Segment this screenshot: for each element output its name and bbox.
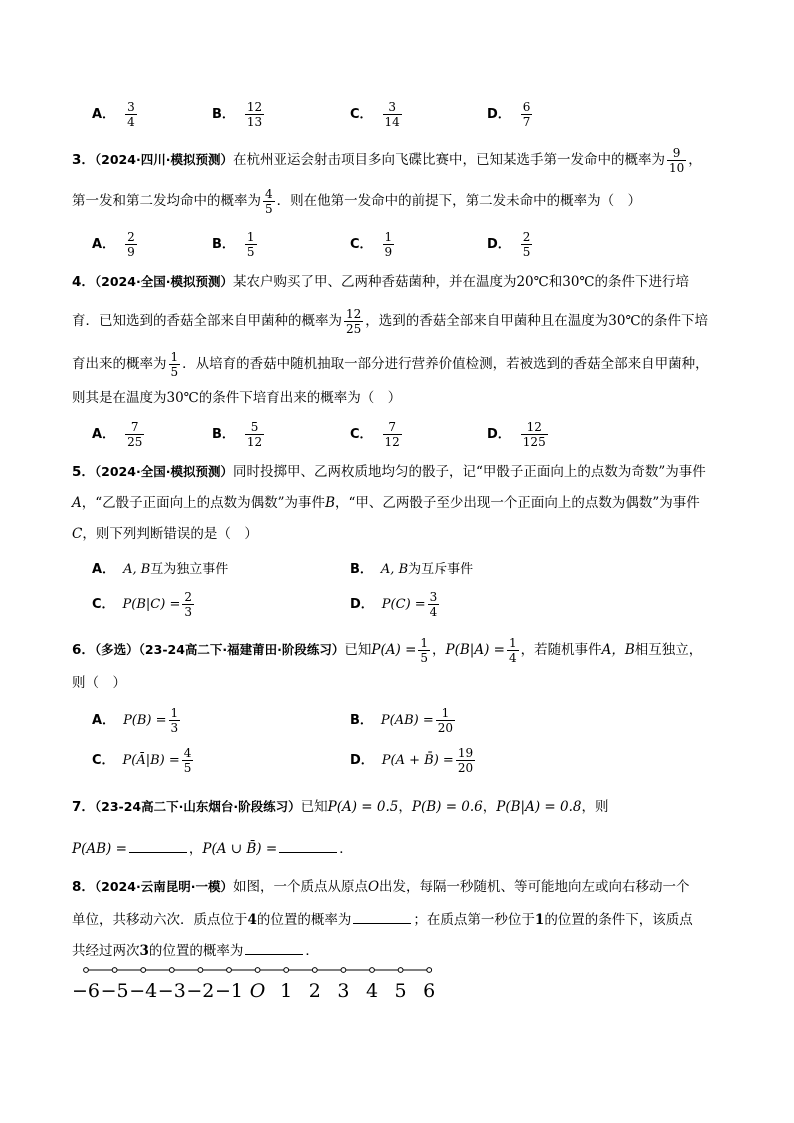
number-line-point (341, 968, 346, 973)
q4-option-b[interactable]: B． $\frac{5}{12}$ (212, 420, 263, 449)
q8-line2: 单位，共移动六次．质点位于4的位置的概率为 ；在质点第一秒位于1的位置的条件下，该质点 (72, 909, 732, 930)
q2-option-c[interactable]: C． $\frac{3}{14}$ (350, 100, 400, 129)
q3-option-c[interactable]: C． $\frac{1}{9}$ (350, 230, 393, 259)
q6-line2: 则（ ） (72, 675, 126, 691)
q6-option-a[interactable]: A． P(B) = $\frac{1}{3}$ (92, 706, 179, 735)
q4-line3: 育出来的概率为 $\frac{1}{5}$ ．从培育的香菇中随机抽取一部分进行营养价值检测，若被选到的香菇全部来自甲菌种， (72, 350, 709, 379)
q7-line1: 7．（23-24高二下·山东烟台·阶段练习）已知P(A) = 0.5，P(B) = 0.6，P(B|A) = 0.8，则 (72, 799, 609, 815)
q4-option-c[interactable]: C． $\frac{7}{12}$ (350, 420, 400, 449)
q2-option-d[interactable]: D． $\frac{6}{7}$ (487, 100, 531, 129)
q4-line2: 育．已知选到的香菇全部来自甲菌种的概率为 $\frac{12}{25}$ ，选到的香菇全部来自甲菌种且在温度为30℃的条件下培 (72, 307, 709, 336)
number-line-label: −2 (186, 980, 215, 1002)
q4-line1: 4．（2024·全国·模拟预测）某农户购买了甲、乙两种香菇菌种，并在温度为20℃和30℃的条件下进行培 (72, 274, 690, 290)
number-line-label: 5 (394, 980, 407, 1002)
q5-line2: A，“乙骰子正面向上的点数为偶数”为事件B，“甲、乙两骰子至少出现一个正面向上的点数为偶数”为事件 (72, 495, 700, 511)
q7-blank-2[interactable] (279, 838, 337, 853)
number-line-point (84, 968, 89, 973)
q3-option-a[interactable]: A． $\frac{2}{9}$ (92, 230, 135, 259)
number-line-label: 4 (365, 980, 379, 1002)
number-line-point (169, 968, 174, 973)
number-line-label: −5 (100, 980, 129, 1002)
number-line-label: −3 (157, 980, 186, 1002)
number-line-label: 1 (280, 980, 293, 1002)
q3-line2: 第一发和第二发均命中的概率为 $\frac{4}{5}$ ．则在他第一发命中的前提下，第二发未命中的概率为（ ） (72, 187, 642, 216)
q6-option-c[interactable]: C． P(Ā|B) = $\frac{4}{5}$ (92, 746, 192, 775)
q6-option-b[interactable]: B． P(AB) = $\frac{1}{20}$ (350, 706, 454, 735)
number-line-point (370, 968, 375, 973)
number-line-point (284, 968, 289, 973)
q7-line2: P(AB) = ，P(A ∪ B̄) = ． (72, 838, 732, 859)
number-line-point (255, 968, 260, 973)
number-line-label: −1 (214, 980, 243, 1002)
number-line-point (398, 968, 403, 973)
number-line-label: −4 (129, 980, 158, 1002)
q4-option-a[interactable]: A． $\frac{7}{25}$ (92, 420, 143, 449)
q8-blank-1[interactable] (353, 909, 411, 924)
number-line-point (112, 968, 117, 973)
number-line-point (141, 968, 146, 973)
q3-option-b[interactable]: B． $\frac{1}{5}$ (212, 230, 255, 259)
number-line-label: −6 (72, 980, 101, 1002)
q5-option-c[interactable]: C． P(B|C) = $\frac{2}{3}$ (92, 590, 192, 619)
q7-blank-1[interactable] (129, 838, 187, 853)
q2-option-b[interactable]: B． $\frac{12}{13}$ (212, 100, 263, 129)
q4-option-d[interactable]: D． $\frac{12}{125}$ (487, 420, 546, 449)
number-line-axis (72, 964, 442, 976)
number-line-label: 6 (423, 980, 436, 1002)
q6-line1: 6．（多选）（23-24高二下·福建莆田·阶段练习）已知P(A) = $\frac{1}{5}$ ，P(B|A) = $\frac{1}{4}$ ，若随机事件A，B相互独立， (72, 636, 703, 665)
q5-option-a[interactable]: A． A, B互为独立事件 (92, 562, 229, 577)
q4-line4: 则其是在温度为30℃的条件下培育出来的概率为（ ） (72, 390, 402, 406)
number-line-label: 3 (337, 980, 350, 1002)
number-line-point (198, 968, 203, 973)
q8-blank-2[interactable] (245, 940, 303, 955)
q5-line1: 5．（2024·全国·模拟预测）同时投掷甲、乙两枚质地均匀的骰子，记“甲骰子正面向上的点数为奇数”为事件 (72, 464, 706, 480)
q3-option-d[interactable]: D． $\frac{2}{5}$ (487, 230, 531, 259)
number-line-label: O (249, 980, 266, 1002)
q3-line1: 3．（2024·四川·模拟预测）在杭州亚运会射击项目多向飞碟比赛中，已知某选手第一发命中的概率为 $\frac{9}{10}$ ， (72, 146, 702, 175)
number-line-label: 2 (308, 980, 321, 1002)
q8-line3: 共经过两次3的位置的概率为 ． (72, 940, 732, 961)
q6-option-d[interactable]: D． P(A + B̄) = $\frac{19}{20}$ (350, 746, 474, 775)
q5-line3: C，则下列判断错误的是（ ） (72, 526, 258, 542)
number-line-point (312, 968, 317, 973)
number-line-point (427, 968, 432, 973)
q5-option-b[interactable]: B． A, B为互斥事件 (350, 562, 474, 577)
q2-option-a[interactable]: A． $\frac{3}{4}$ (92, 100, 135, 129)
number-line-point (227, 968, 232, 973)
q8-line1: 8．（2024·云南昆明·一模）如图，一个质点从原点O出发，每隔一秒随机、等可能地向左或向右移动一个 (72, 879, 690, 895)
q5-option-d[interactable]: D． P(C) = $\frac{3}{4}$ (350, 590, 438, 619)
